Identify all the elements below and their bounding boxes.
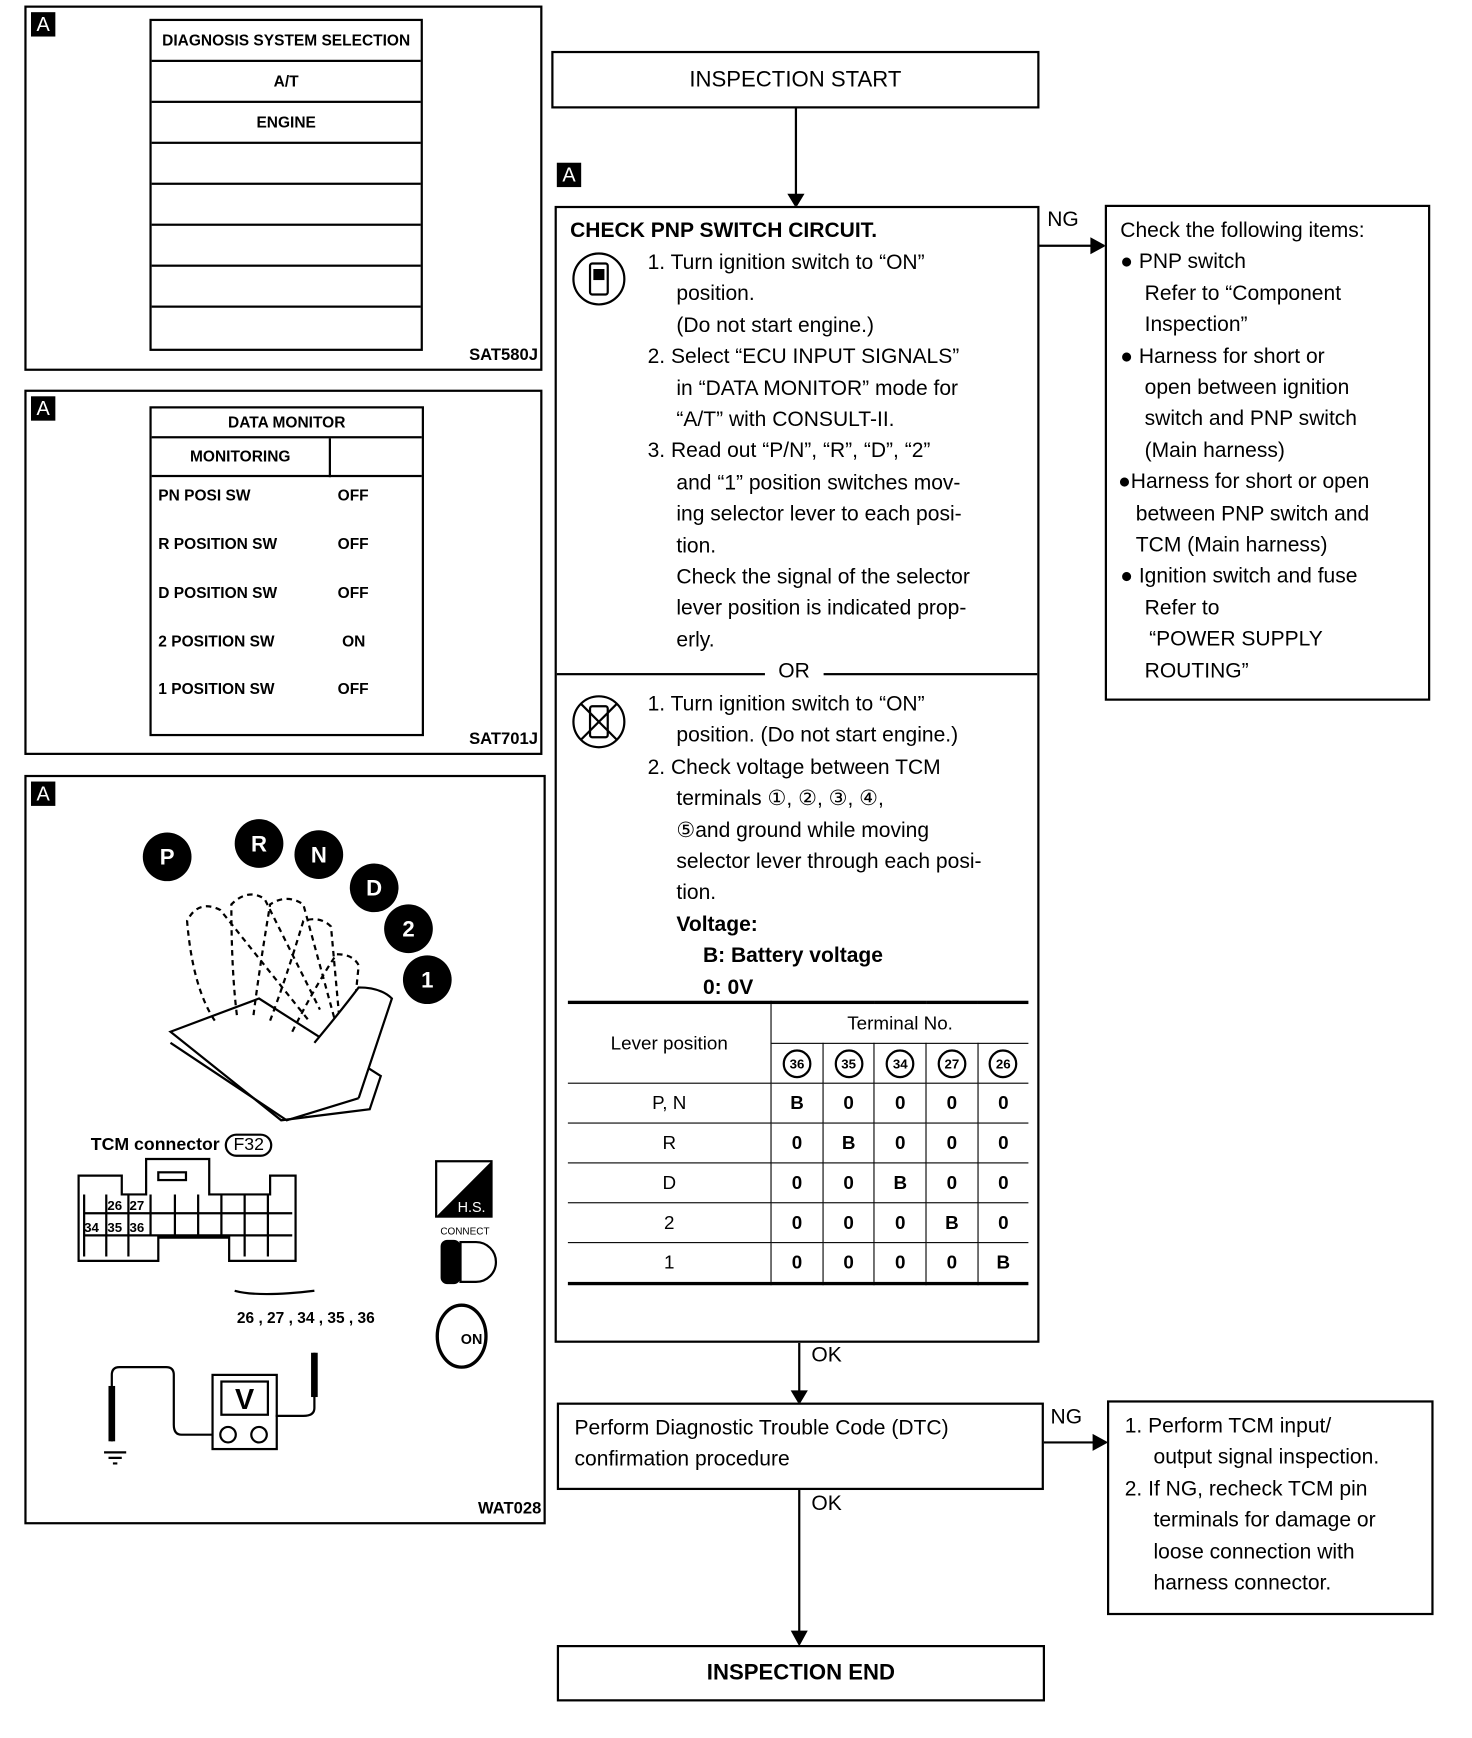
inspection-end-text: INSPECTION END (706, 1660, 896, 1685)
monitor-item-name: 2 POSITION SW (158, 632, 275, 650)
check-item-detail: Inspection” (1144, 313, 1248, 337)
connector-label-text: TCM connector (90, 1135, 220, 1155)
pin-27: 27 (129, 1197, 145, 1213)
terminal-35: 35 (834, 1049, 863, 1078)
inspection-step: loose connection with (1153, 1540, 1355, 1564)
voltage-cell: B (874, 1163, 926, 1203)
position-2: 2 (402, 916, 415, 942)
step-text: selector lever through each posi- (676, 850, 982, 874)
check-item-detail: (Main harness) (1144, 439, 1285, 463)
monitor-item-value: OFF (337, 679, 369, 698)
check-pnp-box (555, 206, 1040, 1343)
check-item-detail: between PNP switch and (1135, 502, 1370, 526)
panel-label: A (31, 782, 55, 806)
voltage-cell: 0 (874, 1123, 926, 1163)
ng-label: NG (1050, 1405, 1083, 1430)
dtc-line: confirmation procedure (574, 1447, 790, 1472)
terminal-no-header: Terminal No. (771, 1002, 1028, 1043)
check-title: CHECK PNP SWITCH CIRCUIT. (570, 219, 878, 243)
step-text: lever position is indicated prop- (676, 597, 967, 621)
lever-position: D (568, 1163, 771, 1203)
step-text: ing selector lever to each posi- (676, 502, 962, 527)
position-1: 1 (421, 967, 434, 993)
panel-label: A (31, 12, 55, 36)
pin-26: 26 (107, 1197, 123, 1213)
voltage-cell: 0 (874, 1083, 926, 1123)
check-item: ● PNP switch (1120, 250, 1246, 274)
svg-text:H.S.: H.S. (457, 1200, 486, 1217)
voltage-cell: 0 (823, 1083, 875, 1123)
dtc-line: Perform Diagnostic Trouble Code (DTC) (574, 1416, 949, 1441)
lever-position: R (568, 1123, 771, 1163)
or-label: OR (765, 660, 823, 684)
no-consult-icon (570, 693, 628, 751)
check-item-detail: “POWER SUPPLY (1149, 627, 1323, 652)
check-item-detail: Refer to (1144, 596, 1220, 620)
voltage-cell: 0 (771, 1123, 823, 1163)
step-text: terminals ①, ②, ③, ④, (676, 787, 884, 811)
voltage-cell: 0 (926, 1163, 978, 1203)
check-item: ● Ignition switch and fuse (1120, 565, 1358, 589)
position-d: D (366, 875, 383, 901)
voltage-cell: B (978, 1243, 1029, 1284)
check-item-detail: Refer to “Component (1144, 282, 1342, 306)
inspection-step: harness connector. (1153, 1571, 1332, 1596)
voltage-cell: 0 (978, 1163, 1029, 1203)
voltage-cell: B (926, 1203, 978, 1243)
step-text: position. (Do not start engine.) (676, 724, 959, 748)
menu-title: DIAGNOSIS SYSTEM SELECTION (152, 21, 421, 62)
table-row (568, 1123, 1029, 1163)
probe-pins-label: 26 , 27 , 34 , 35 , 36 (236, 1308, 375, 1327)
inspection-end-box (557, 1645, 1045, 1701)
step-text: 1. Turn ignition switch to “ON” (647, 692, 925, 717)
step-text: position. (676, 282, 755, 306)
lever-position: 1 (568, 1243, 771, 1284)
check-item-detail: ROUTING” (1144, 659, 1249, 683)
voltage-cell: 0 (978, 1203, 1029, 1243)
step-text: (Do not start engine.) (676, 314, 874, 338)
ng-tcm-inspection-box (1107, 1400, 1434, 1615)
svg-text:ON: ON (460, 1331, 483, 1348)
table-row (568, 1083, 1029, 1123)
table-row (568, 1243, 1029, 1284)
check-item: ● Harness for short or (1120, 344, 1325, 369)
step-text: erly. (676, 628, 715, 652)
inspection-step: terminals for damage or (1153, 1509, 1376, 1533)
voltage-cell: B (823, 1123, 875, 1163)
step-text: tion. (676, 534, 717, 558)
svg-text:CONNECT: CONNECT (440, 1226, 490, 1238)
voltage-cell: 0 (771, 1163, 823, 1203)
monitor-item-name: R POSITION SW (158, 534, 278, 553)
menu-item-at: A/T (152, 62, 421, 103)
data-monitor-title: DATA MONITOR (152, 408, 422, 438)
monitor-item-name: 1 POSITION SW (158, 679, 275, 698)
table-row (568, 1203, 1029, 1243)
terminal-27: 27 (937, 1049, 966, 1078)
terminal-26: 26 (989, 1049, 1018, 1078)
lever-position: 2 (568, 1203, 771, 1243)
check-items-title: Check the following items: (1120, 219, 1365, 243)
voltage-cell: 0 (926, 1083, 978, 1123)
lever-position: P, N (568, 1083, 771, 1123)
voltage-cell: 0 (874, 1203, 926, 1243)
panel-label: A (31, 396, 55, 420)
pin-34: 34 (84, 1220, 99, 1236)
step-text: 2. Check voltage between TCM (647, 755, 941, 780)
monitor-item-name: PN POSI SW (158, 485, 251, 504)
check-item-detail: switch and PNP switch (1144, 407, 1358, 432)
connector-id: F32 (225, 1134, 273, 1157)
menu-item-engine: ENGINE (152, 103, 421, 144)
ok-label: OK (811, 1492, 842, 1516)
voltage-cell: 0 (978, 1123, 1029, 1163)
terminal-34: 34 (886, 1049, 915, 1078)
terminal-36: 36 (783, 1049, 812, 1078)
voltage-cell: 0 (771, 1203, 823, 1243)
check-item-detail: TCM (Main harness) (1135, 533, 1328, 557)
voltage-0-legend: 0: 0V (702, 975, 754, 1000)
voltage-cell: 0 (926, 1243, 978, 1284)
figure-code: WAT028 (477, 1498, 542, 1518)
step-text: ⑤and ground while moving (676, 818, 930, 842)
monitor-item-value: OFF (337, 583, 369, 602)
position-r: R (251, 831, 268, 857)
inspection-start-text: INSPECTION START (689, 67, 902, 92)
voltage-cell: 0 (771, 1243, 823, 1284)
check-item: ●Harness for short or open (1118, 470, 1370, 494)
ng-check-items-box (1105, 205, 1430, 701)
voltage-cell: 0 (926, 1123, 978, 1163)
voltage-cell: 0 (823, 1243, 875, 1284)
step-text: in “DATA MONITOR” mode for (676, 377, 959, 401)
inspection-step: 1. Perform TCM input/ (1124, 1414, 1332, 1438)
step-text: 3. Read out “P/N”, “R”, “D”, “2” (647, 439, 931, 464)
monitor-item-name: D POSITION SW (158, 583, 278, 602)
step-text: 1. Turn ignition switch to “ON” (647, 251, 925, 275)
position-p: P (159, 844, 175, 870)
terminal-voltage-table (568, 1001, 1029, 1285)
step-text: Check the signal of the selector (676, 565, 970, 589)
monitoring-header: MONITORING (152, 438, 331, 477)
check-item-detail: open between ignition (1144, 376, 1350, 400)
voltage-title: Voltage: (676, 913, 758, 937)
step-text: and “1” position switches mov- (676, 471, 961, 495)
figure-code: SAT580J (469, 345, 539, 365)
meter-label: V (235, 1384, 255, 1417)
step-text: tion. (676, 881, 717, 905)
monitor-item-value: OFF (337, 485, 369, 504)
monitor-item-value: ON (342, 632, 366, 650)
monitor-item-value: OFF (337, 534, 369, 553)
pin-35: 35 (107, 1220, 123, 1236)
inspection-step: 2. If NG, recheck TCM pin (1124, 1477, 1368, 1501)
voltage-cell: 0 (874, 1243, 926, 1284)
dtc-confirmation-box (557, 1403, 1044, 1490)
figure-code: SAT701J (469, 729, 539, 749)
panel-label: A (557, 163, 581, 187)
consult-icon (570, 250, 628, 308)
ng-label: NG (1047, 208, 1079, 232)
position-n: N (310, 842, 327, 868)
voltage-cell: 0 (823, 1163, 875, 1203)
voltage-cell: 0 (978, 1083, 1029, 1123)
voltage-b-legend: B: Battery voltage (702, 944, 883, 968)
step-text: “A/T” with CONSULT-II. (676, 408, 895, 432)
table-row (568, 1163, 1029, 1203)
inspection-step: output signal inspection. (1153, 1446, 1380, 1470)
lever-position-header: Lever position (568, 1002, 771, 1083)
pin-36: 36 (129, 1220, 145, 1236)
ok-label: OK (811, 1343, 842, 1368)
step-text: 2. Select “ECU INPUT SIGNALS” (647, 345, 960, 369)
voltage-cell: 0 (823, 1203, 875, 1243)
voltage-cell: B (771, 1083, 823, 1123)
